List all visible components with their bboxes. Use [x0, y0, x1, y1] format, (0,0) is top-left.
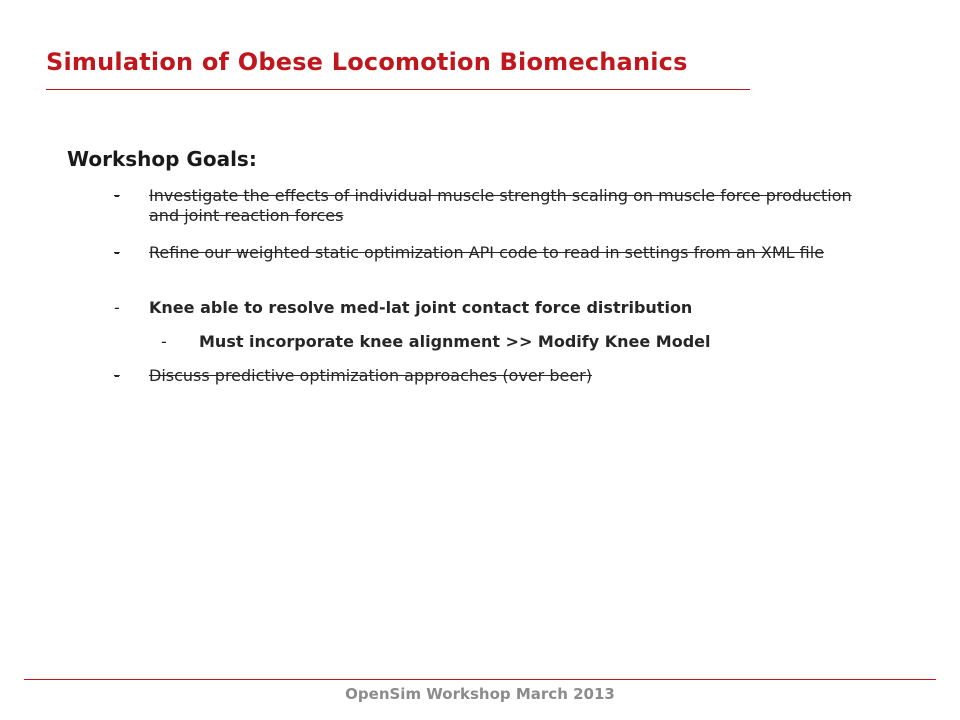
goals-heading: Workshop Goals: — [67, 147, 257, 171]
bullet-marker: - — [161, 332, 167, 351]
bullet-marker: - — [114, 366, 120, 385]
title-underline — [46, 89, 750, 90]
bullet-text: Must incorporate knee alignment >> Modify Knee Model — [199, 332, 711, 351]
bullet-marker: - — [114, 298, 120, 317]
bullet-marker: - — [114, 186, 120, 205]
bullet-marker: - — [114, 243, 120, 262]
bullet-text: Discuss predictive optimization approaches (over beer) — [149, 366, 592, 385]
bullet-text: Refine our weighted static optimization API code to read in settings from an XML file — [149, 243, 825, 262]
bullet-text: Knee able to resolve med-lat joint contact force distribution — [149, 298, 693, 317]
footer-rule — [24, 679, 936, 680]
footer-text: OpenSim Workshop March 2013 — [345, 685, 615, 703]
bullet-text: Investigate the effects of individual muscle strength scaling on muscle force production and joint reaction forces — [149, 186, 852, 225]
slide-title: Simulation of Obese Locomotion Biomechanics — [46, 48, 688, 76]
